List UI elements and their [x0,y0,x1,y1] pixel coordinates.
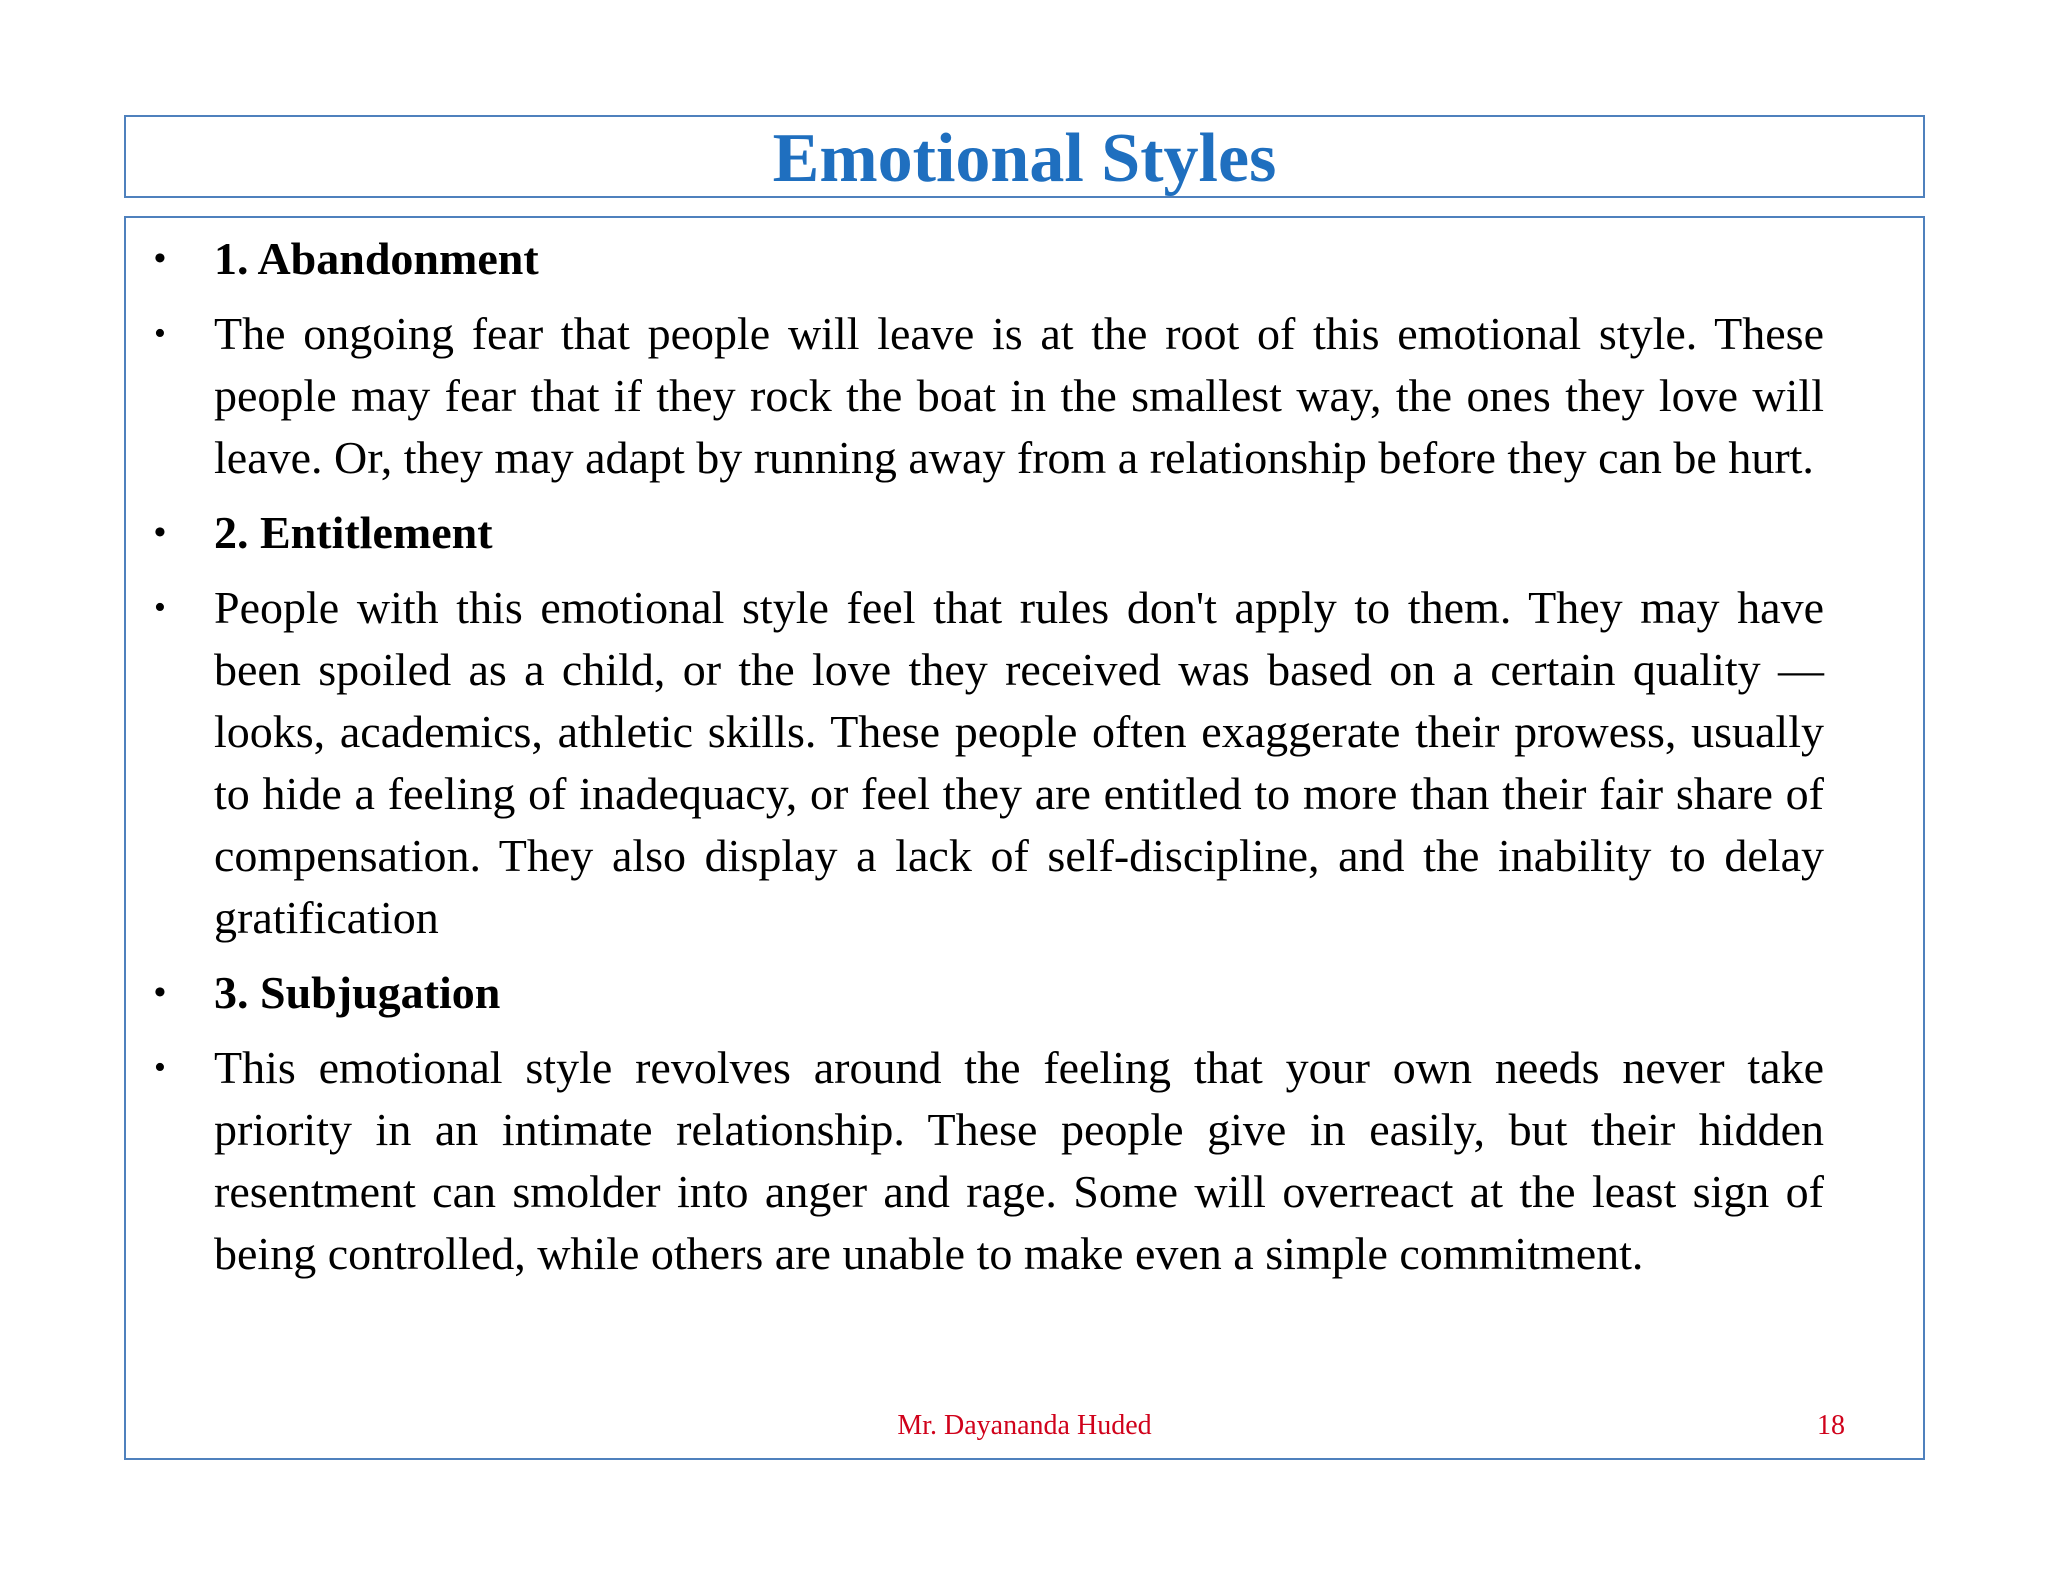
content-box [124,216,1925,1460]
slide-title: Emotional Styles [772,119,1277,197]
bullet-paragraph-subjugation [154,1037,1824,1285]
footer-author: Mr. Dayananda Huded [897,1410,1152,1441]
bullet-paragraph-abandonment [154,303,1824,489]
bullet-text: 2. Entitlement [214,507,493,558]
page-number: 18 [1817,1410,1845,1441]
bullet-text: The ongoing fear that people will leave is at the root of this emotional style. These people may fear that if they rock the boat in the smallest way, the ones they love will leave. Or, they may adapt by running away from a relationship before they can be hurt. [214,308,1824,483]
bullet-dot: • [154,974,166,1011]
bullet-dot: • [154,589,166,626]
bullet-heading-abandonment [154,228,1824,290]
bullet-dot: • [154,240,166,277]
bullet-text: 3. Subjugation [214,967,501,1018]
bullet-dot: • [154,315,166,352]
bullet-list [154,228,1824,1298]
bullet-heading-subjugation [154,962,1824,1024]
bullet-text: This emotional style revolves around the feeling that your own needs never take priority in an intimate relationship. These people give in easily, but their hidden resentment can smolder into anger and rage. Some will overreact at the least sign of being controlled, while others are unable to make even a simple commitment. [214,1042,1824,1279]
title-box [124,115,1925,198]
bullet-dot: • [154,1049,166,1086]
bullet-paragraph-entitlement [154,577,1824,949]
bullet-text: 1. Abandonment [214,233,539,284]
bullet-heading-entitlement [154,502,1824,564]
bullet-dot: • [154,514,166,551]
bullet-text: People with this emotional style feel that rules don't apply to them. They may have been spoiled as a child, or the love they received was based on a certain quality — looks, academics, athletic skills. These people often exaggerate their prowess, usually to hide a feeling of inadequacy, or feel they are entitled to more than their fair share of compensation. They also display a lack of self-discipline, and the inability to delay gratification [214,582,1824,943]
